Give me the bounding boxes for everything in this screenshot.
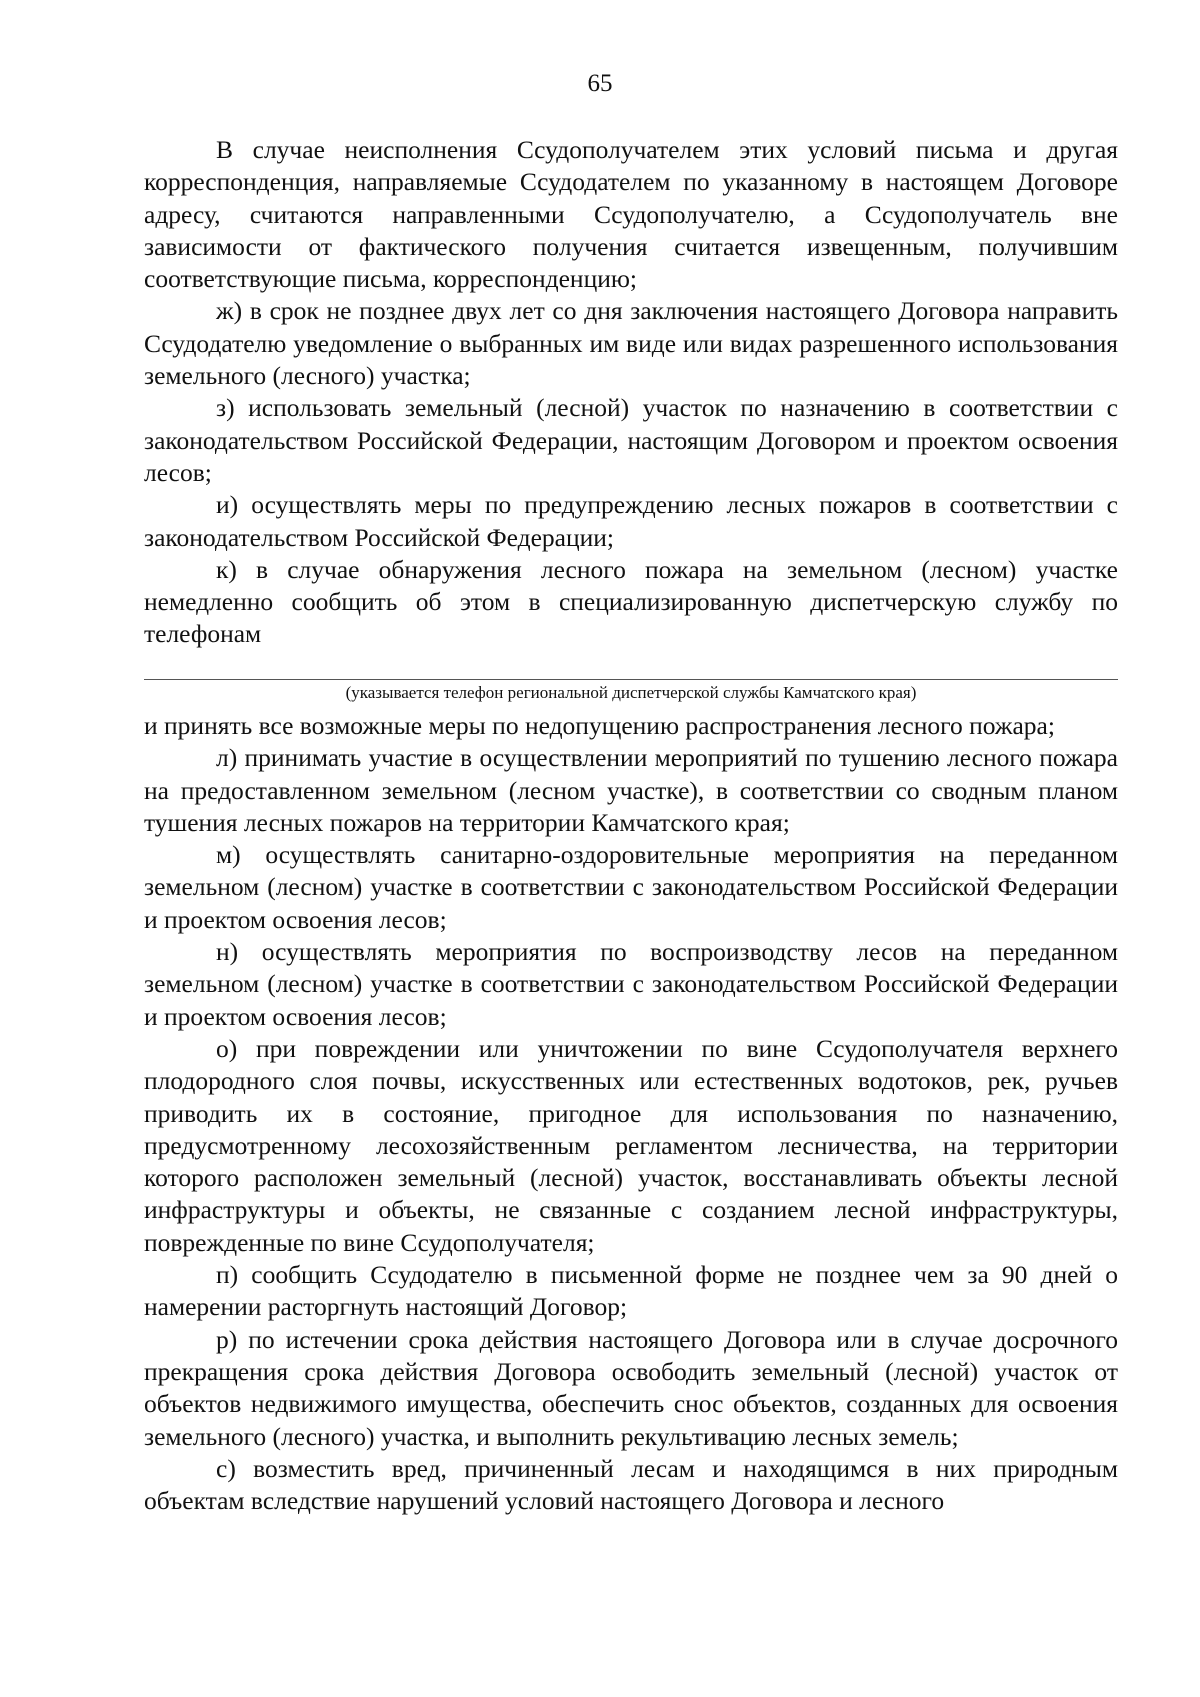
paragraph-item-o: о) при повреждении или уничтожении по вине Ссудополучателя верхнего плодородного слоя почвы, искусственных или естественных водотоков, рек, ручьев приводить их в состояние, пригодное для использования по назначению, предусмотренному лесохозяйственным регламентом лесничества, на территории которого расположен земельный (лесной) участок, восстанавливать объекты лесной инфраструктуры и объекты, не связанные с созданием лесной инфраструктуры, поврежденные по вине Ссудополучателя; xyxy=(144,1033,1118,1257)
paragraph-item-n: н) осуществлять мероприятия по воспроизводству лесов на переданном земельном (лесном) участке в соответствии с законодательством Российской Федерации и проектом освоения лесов; xyxy=(144,937,1118,1031)
paragraph-item-s: с) возместить вред, причиненный лесам и находящимся в них природным объектам вследствие нарушений условий настоящего Договора и лесного xyxy=(144,1453,1118,1516)
phone-fill-in-caption: (указывается телефон региональной диспетчерской службы Камчатского края) xyxy=(345,683,917,702)
paragraph-item-zh: ж) в срок не позднее двух лет со дня заключения настоящего Договора направить Ссудодателю уведомление о выбранных им виде или видах разрешенного использования земельного (лесного) участка; xyxy=(144,296,1118,391)
phone-fill-in-line xyxy=(144,679,1118,680)
paragraph-item-l: л) принимать участие в осуществлении мероприятий по тушению лесного пожара на предоставленном земельном (лесном участке), в соответствии со сводным планом тушения лесных пожаров на территории Камчатского края; xyxy=(144,743,1118,837)
page-number: 65 xyxy=(587,70,613,97)
paragraph-item-r: р) по истечении срока действия настоящего Договора или в случае досрочного прекращения срока действия Договора освободить земельный (лесной) участок от объектов недвижимого имущества, обеспечить снос объектов, созданных для освоения земельного (лесного) участка, и выполнить рекультивацию лесных земель; xyxy=(144,1324,1118,1451)
paragraph-item-i: и) осуществлять меры по предупреждению лесных пожаров в соответствии с законодательством Российской Федерации; xyxy=(144,490,1118,552)
paragraph-item-z: з) использовать земельный (лесной) участок по назначению в соответствии с законодательством Российской Федерации, настоящим Договором и проектом освоения лесов; xyxy=(144,393,1118,487)
paragraph-correspondence-notice: В случае неисполнения Ссудополучателем этих условий письма и другая корреспонденция, направляемые Ссудодателем по указанному в настоящем Договоре адресу, считаются направленными Ссудополучателю, а Ссудополучатель вне зависимости от фактического получения считается извещенным, получившим соответствующие письма, корреспонденцию; xyxy=(144,135,1118,294)
body-text-top xyxy=(144,134,1118,651)
paragraph-item-k-continuation: и принять все возможные меры по недопущению распространения лесного пожара; xyxy=(144,711,1055,740)
paragraph-item-k: к) в случае обнаружения лесного пожара на земельном (лесном) участке немедленно сообщить об этом в специализированную диспетчерскую службу по телефонам xyxy=(144,554,1118,649)
paragraph-item-p: п) сообщить Ссудодателю в письменной форме не позднее чем за 90 дней о намерении расторгнуть настоящий Договор; xyxy=(144,1260,1118,1322)
body-text-bottom xyxy=(144,710,1118,1517)
paragraph-item-m: м) осуществлять санитарно-оздоровительные мероприятия на переданном земельном (лесном) участке в соответствии с законодательством Российской Федерации и проектом освоения лесов; xyxy=(144,840,1118,934)
